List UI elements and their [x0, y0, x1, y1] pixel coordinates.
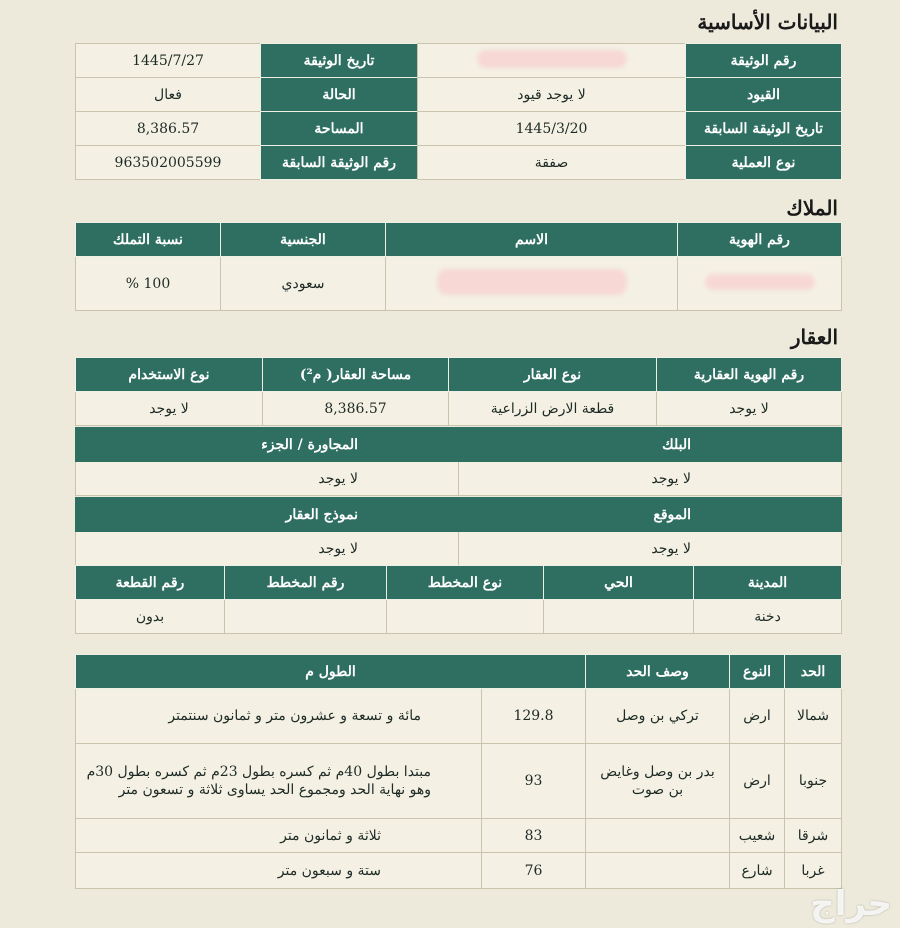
- property-header-area: مساحة العقار( م²): [263, 358, 449, 392]
- table-row: [76, 689, 842, 744]
- location-label: الموقع: [459, 498, 842, 532]
- boundary-length-text: مبتدا بطول 40م ثم كسره بطول 23م ثم كسره بطول 30م وهو نهاية الحد ومجموع الحد يساوى ثلاثة و تسعون متر: [76, 744, 482, 819]
- restrictions-label: القيود: [686, 78, 842, 112]
- property-area-value: 8,386.57: [263, 392, 449, 426]
- boundary-header-length: الطول م: [76, 655, 586, 689]
- status-label: الحالة: [261, 78, 418, 112]
- boundary-length: 83: [482, 819, 586, 853]
- district-header: الحي: [544, 566, 694, 600]
- block-label: البلك: [459, 428, 842, 462]
- boundary-header-desc: وصف الحد: [586, 655, 730, 689]
- boundary-length: 93: [482, 744, 586, 819]
- boundary-length-text: ثلاثة و ثمانون متر: [76, 819, 482, 853]
- basic-data-table: [75, 43, 842, 180]
- boundary-length-text: ستة و سبعون متر: [76, 853, 482, 889]
- boundary-length: 76: [482, 853, 586, 889]
- location-value: لا يوجد: [459, 532, 842, 566]
- neighbor-value: لا يوجد: [76, 462, 459, 496]
- restrictions-value: لا يوجد قيود: [418, 78, 686, 112]
- location-table: [75, 497, 842, 566]
- owner-name-value: [386, 257, 678, 311]
- area-label: المساحة: [261, 112, 418, 146]
- section-title-owners: الملاك: [786, 196, 838, 220]
- city-header: المدينة: [694, 566, 842, 600]
- plan-number-header: رقم المخطط: [225, 566, 387, 600]
- boundary-header-side: الحد: [785, 655, 842, 689]
- property-table: [75, 357, 842, 426]
- owner-nationality-value: سعودي: [221, 257, 386, 311]
- owner-ownership-value: 100 %: [76, 257, 221, 311]
- boundary-desc: [586, 819, 730, 853]
- prev-doc-number-value: 963502005599: [76, 146, 261, 180]
- model-value: لا يوجد: [76, 532, 459, 566]
- doc-date-label: تاريخ الوثيقة: [261, 44, 418, 78]
- boundaries-table: [75, 654, 842, 889]
- plot-number-value: بدون: [76, 600, 225, 634]
- city-value: دخنة: [694, 600, 842, 634]
- boundary-desc: بدر بن وصل وغايض بن صوت: [586, 744, 730, 819]
- area-value: 8,386.57: [76, 112, 261, 146]
- model-label: نموذج العقار: [76, 498, 459, 532]
- doc-number-label: رقم الوثيقة: [686, 44, 842, 78]
- boundary-type: شارع: [730, 853, 785, 889]
- block-value: لا يوجد: [459, 462, 842, 496]
- property-header-type: نوع العقار: [449, 358, 657, 392]
- watermark-logo: حراج: [810, 884, 892, 924]
- owner-id-value: [678, 257, 842, 311]
- boundary-length: 129.8: [482, 689, 586, 744]
- table-row: [76, 744, 842, 819]
- prev-doc-date-label: تاريخ الوثيقة السابقة: [686, 112, 842, 146]
- owners-header-ownership: نسبة التملك: [76, 223, 221, 257]
- table-row: [76, 819, 842, 853]
- boundary-type: ارض: [730, 689, 785, 744]
- boundary-type: ارض: [730, 744, 785, 819]
- status-value: فعال: [76, 78, 261, 112]
- owners-header-nationality: الجنسية: [221, 223, 386, 257]
- plan-type-header: نوع المخطط: [387, 566, 544, 600]
- property-header-id: رقم الهوية العقارية: [657, 358, 842, 392]
- boundary-type: شعيب: [730, 819, 785, 853]
- table-row: [76, 853, 842, 889]
- owners-table: [75, 222, 842, 311]
- operation-type-label: نوع العملية: [686, 146, 842, 180]
- property-header-usage: نوع الاستخدام: [76, 358, 263, 392]
- district-value: [544, 600, 694, 634]
- plan-type-value: [387, 600, 544, 634]
- boundary-side: شمالا: [785, 689, 842, 744]
- boundary-header-type: النوع: [730, 655, 785, 689]
- prev-doc-date-value: 1445/3/20: [418, 112, 686, 146]
- owners-header-id: رقم الهوية: [678, 223, 842, 257]
- plot-number-header: رقم القطعة: [76, 566, 225, 600]
- boundary-side: شرقا: [785, 819, 842, 853]
- neighbor-label: المجاورة / الجزء: [76, 428, 459, 462]
- boundary-length-text: مائة و تسعة و عشرون متر و ثمانون سنتمتر: [76, 689, 482, 744]
- block-table: [75, 427, 842, 496]
- owners-header-name: الاسم: [386, 223, 678, 257]
- boundary-desc: تركي بن وصل: [586, 689, 730, 744]
- doc-date-value: 1445/7/27: [76, 44, 261, 78]
- plan-number-value: [225, 600, 387, 634]
- boundary-side: جنوبا: [785, 744, 842, 819]
- section-title-property: العقار: [790, 325, 838, 349]
- property-id-value: لا يوجد: [657, 392, 842, 426]
- boundary-desc: [586, 853, 730, 889]
- city-table: [75, 565, 842, 634]
- section-title-basic: البيانات الأساسية: [697, 10, 838, 34]
- boundary-side: غربا: [785, 853, 842, 889]
- doc-number-value: [418, 44, 686, 78]
- prev-doc-number-label: رقم الوثيقة السابقة: [261, 146, 418, 180]
- operation-type-value: صفقة: [418, 146, 686, 180]
- property-usage-value: لا يوجد: [76, 392, 263, 426]
- property-type-value: قطعة الارض الزراعية: [449, 392, 657, 426]
